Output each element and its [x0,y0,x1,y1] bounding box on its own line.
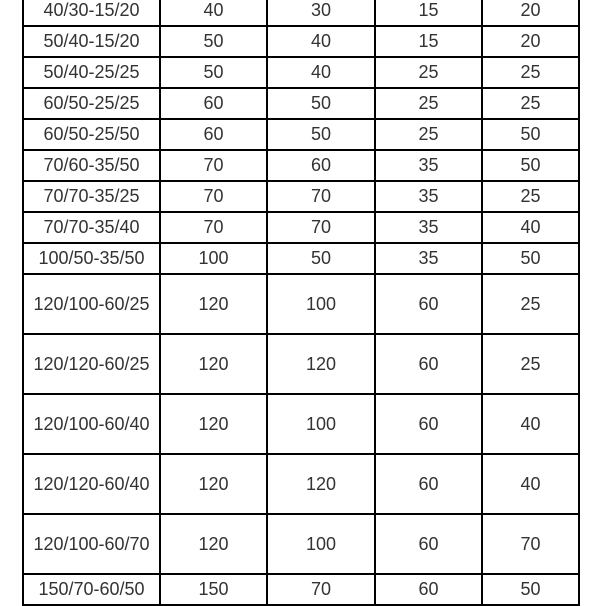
table-row [23,212,579,243]
value-cell-4: 50 [482,119,579,150]
value-cell-3: 15 [375,0,482,26]
value-cell-3: 60 [375,274,482,334]
size-label-cell: 40/30-15/20 [23,0,160,26]
value-cell-1: 120 [160,454,267,514]
table-row [23,26,579,57]
value-cell-4: 25 [482,57,579,88]
size-label-cell: 120/120-60/40 [23,454,160,514]
value-cell-1: 60 [160,88,267,119]
value-cell-2: 120 [267,454,375,514]
value-cell-4: 40 [482,394,579,454]
value-cell-4: 50 [482,243,579,274]
value-cell-1: 70 [160,181,267,212]
value-cell-4: 20 [482,26,579,57]
value-cell-4: 20 [482,0,579,26]
value-cell-1: 120 [160,514,267,574]
value-cell-3: 25 [375,57,482,88]
size-label-cell: 60/50-25/25 [23,88,160,119]
value-cell-3: 35 [375,181,482,212]
value-cell-4: 40 [482,454,579,514]
value-cell-1: 50 [160,57,267,88]
value-cell-4: 50 [482,574,579,605]
value-cell-1: 50 [160,26,267,57]
size-label-cell: 60/50-25/50 [23,119,160,150]
table-body [23,0,579,605]
dimensions-table [22,0,580,606]
value-cell-3: 25 [375,119,482,150]
table-row [23,334,579,394]
value-cell-2: 100 [267,394,375,454]
value-cell-4: 25 [482,334,579,394]
size-label-cell: 150/70-60/50 [23,574,160,605]
value-cell-1: 120 [160,274,267,334]
value-cell-2: 50 [267,119,375,150]
value-cell-3: 15 [375,26,482,57]
value-cell-2: 70 [267,574,375,605]
value-cell-4: 25 [482,181,579,212]
size-label-cell: 120/120-60/25 [23,334,160,394]
value-cell-2: 40 [267,26,375,57]
value-cell-3: 35 [375,212,482,243]
value-cell-2: 40 [267,57,375,88]
value-cell-2: 50 [267,88,375,119]
value-cell-3: 60 [375,514,482,574]
table-row [23,119,579,150]
value-cell-4: 25 [482,274,579,334]
size-label-cell: 100/50-35/50 [23,243,160,274]
value-cell-2: 30 [267,0,375,26]
value-cell-2: 60 [267,150,375,181]
value-cell-2: 50 [267,243,375,274]
value-cell-3: 60 [375,454,482,514]
value-cell-2: 70 [267,212,375,243]
table-row [23,88,579,119]
value-cell-1: 150 [160,574,267,605]
value-cell-4: 40 [482,212,579,243]
size-label-cell: 120/100-60/25 [23,274,160,334]
table-row [23,181,579,212]
value-cell-4: 70 [482,514,579,574]
value-cell-3: 60 [375,394,482,454]
value-cell-2: 100 [267,274,375,334]
value-cell-3: 25 [375,88,482,119]
table-row [23,574,579,605]
value-cell-1: 120 [160,394,267,454]
size-label-cell: 70/60-35/50 [23,150,160,181]
value-cell-3: 60 [375,574,482,605]
value-cell-4: 25 [482,88,579,119]
size-label-cell: 50/40-25/25 [23,57,160,88]
value-cell-1: 100 [160,243,267,274]
value-cell-4: 50 [482,150,579,181]
value-cell-1: 70 [160,212,267,243]
value-cell-3: 35 [375,243,482,274]
size-label-cell: 50/40-15/20 [23,26,160,57]
table-row [23,394,579,454]
value-cell-2: 70 [267,181,375,212]
table-row [23,454,579,514]
value-cell-3: 35 [375,150,482,181]
value-cell-1: 70 [160,150,267,181]
value-cell-1: 60 [160,119,267,150]
value-cell-1: 120 [160,334,267,394]
size-label-cell: 120/100-60/40 [23,394,160,454]
size-label-cell: 70/70-35/25 [23,181,160,212]
table-row [23,243,579,274]
value-cell-2: 120 [267,334,375,394]
table-row [23,57,579,88]
table-row [23,514,579,574]
table-row [23,150,579,181]
size-label-cell: 120/100-60/70 [23,514,160,574]
value-cell-3: 60 [375,334,482,394]
size-label-cell: 70/70-35/40 [23,212,160,243]
table-row [23,274,579,334]
value-cell-2: 100 [267,514,375,574]
value-cell-1: 40 [160,0,267,26]
table-row [23,0,579,26]
